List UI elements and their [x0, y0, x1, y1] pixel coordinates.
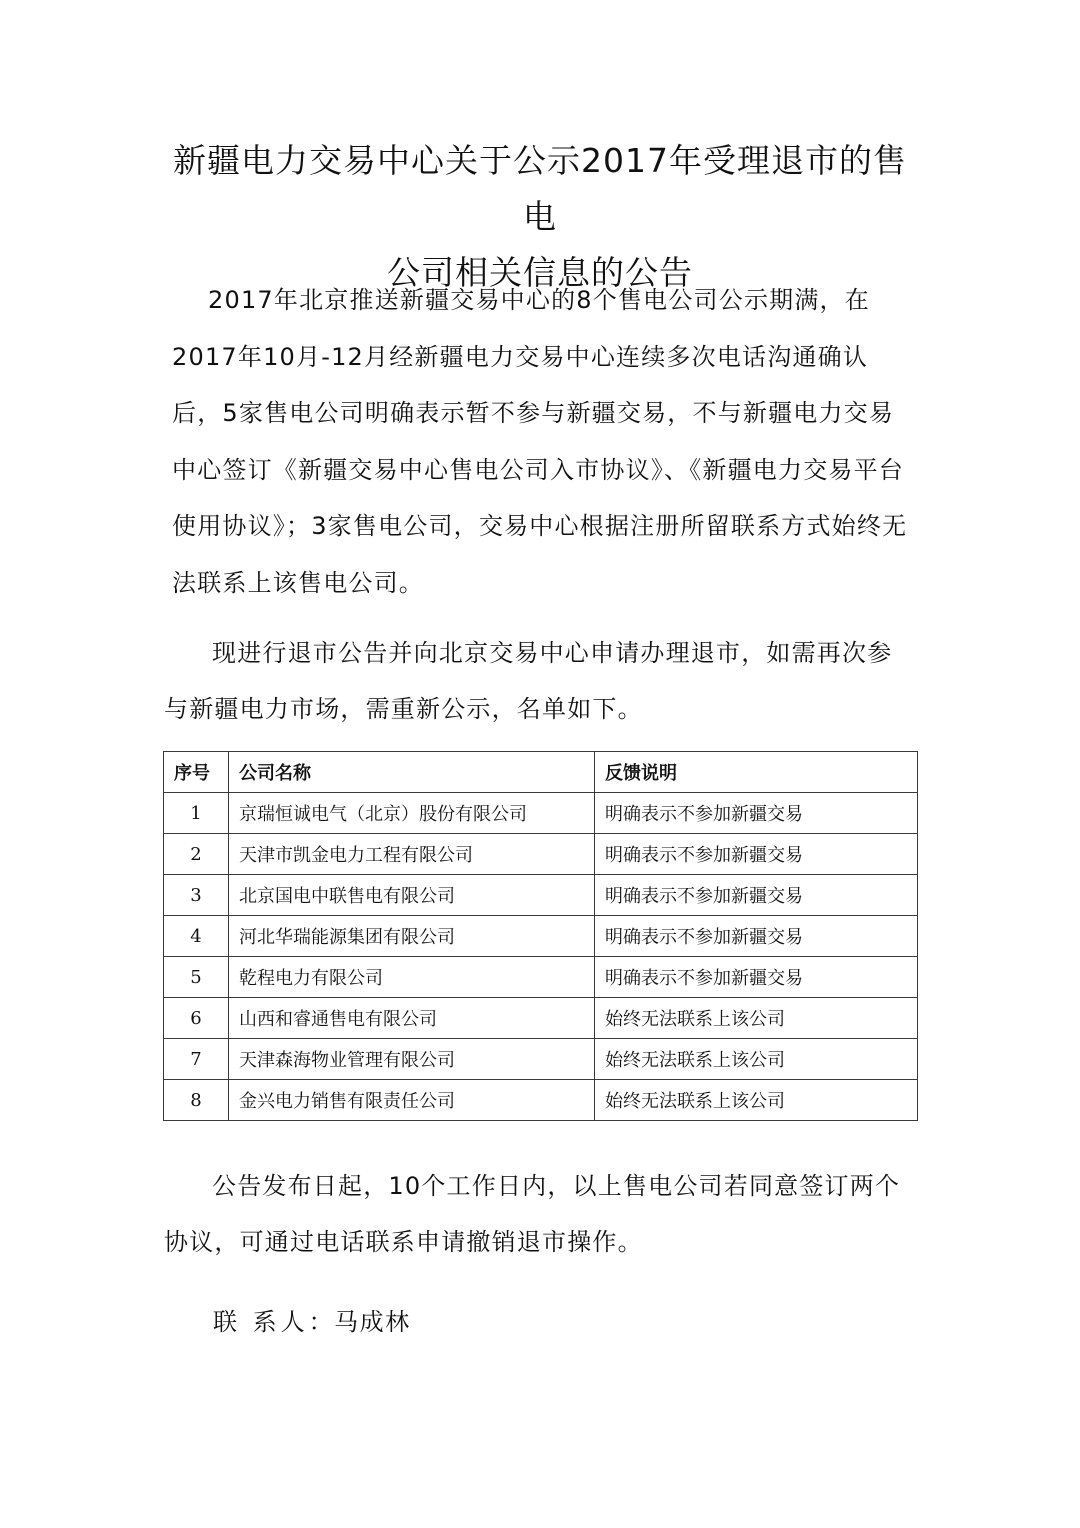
company-name: 山西和睿通售电有限公司 [229, 998, 595, 1039]
company-name: 北京国电中联售电有限公司 [229, 875, 595, 916]
company-name: 京瑞恒诚电气（北京）股份有限公司 [229, 793, 595, 834]
table-row [164, 793, 918, 834]
feedback-note: 明确表示不参加新疆交易 [595, 834, 918, 875]
paragraph-revocation: 公告发布日起，10个工作日内，以上售电公司若同意签订两个协议，可通过电话联系申请撤销退市操作。 [164, 1172, 901, 1256]
row-number: 6 [164, 998, 229, 1039]
feedback-note: 明确表示不参加新疆交易 [595, 875, 918, 916]
company-name: 金兴电力销售有限责任公司 [229, 1080, 595, 1121]
company-name: 河北华瑞能源集团有限公司 [229, 916, 595, 957]
table-row [164, 1039, 918, 1080]
row-number: 2 [164, 834, 229, 875]
feedback-note: 明确表示不参加新疆交易 [595, 793, 918, 834]
row-number: 7 [164, 1039, 229, 1080]
table-header-row [164, 752, 918, 793]
feedback-note: 明确表示不参加新疆交易 [595, 916, 918, 957]
contact-label: 联 系人 [213, 1308, 309, 1336]
paragraph-background: 2017年北京推送新疆交易中心的8个售电公司公示期满，在2017年10月-12月经新疆电力交易中心连续多次电话沟通确认后，5家售电公司明确表示暂不参与新疆交易，不与新疆电力交易中心签订《新疆交易中心售电公司入市协议》、《新疆电力交易平台使用协议》；3家售电公司，交易中心根据注册所留联系方式始终无法联系上该售电公司。 [172, 286, 908, 597]
company-name: 天津市凯金电力工程有限公司 [229, 834, 595, 875]
feedback-note: 始终无法联系上该公司 [595, 998, 918, 1039]
row-number: 5 [164, 957, 229, 998]
feedback-note: 始终无法联系上该公司 [595, 1039, 918, 1080]
table-row [164, 1080, 918, 1121]
header-feedback: 反馈说明 [595, 752, 918, 793]
title-line-2: 公司相关信息的公告 [387, 253, 693, 292]
feedback-note: 始终无法联系上该公司 [595, 1080, 918, 1121]
contact-line [213, 1300, 411, 1344]
table-row [164, 957, 918, 998]
table-row [164, 834, 918, 875]
feedback-note: 明确表示不参加新疆交易 [595, 957, 918, 998]
table-row [164, 998, 918, 1039]
contact-separator: ： [308, 1308, 335, 1336]
row-number: 4 [164, 916, 229, 957]
paragraph-announcement: 现进行退市公告并向北京交易中心申请办理退市，如需再次参与新疆电力市场，需重新公示，名单如下。 [164, 639, 893, 723]
company-name: 天津森海物业管理有限公司 [229, 1039, 595, 1080]
row-number: 8 [164, 1080, 229, 1121]
contact-name: 马成林 [334, 1308, 411, 1336]
header-serial: 序号 [164, 752, 229, 793]
company-table [163, 751, 918, 1121]
title-line-1: 新疆电力交易中心关于公示2017年受理退市的售电 [173, 141, 907, 236]
company-name: 乾程电力有限公司 [229, 957, 595, 998]
header-company: 公司名称 [229, 752, 595, 793]
row-number: 1 [164, 793, 229, 834]
table-row [164, 916, 918, 957]
row-number: 3 [164, 875, 229, 916]
table-row [164, 875, 918, 916]
